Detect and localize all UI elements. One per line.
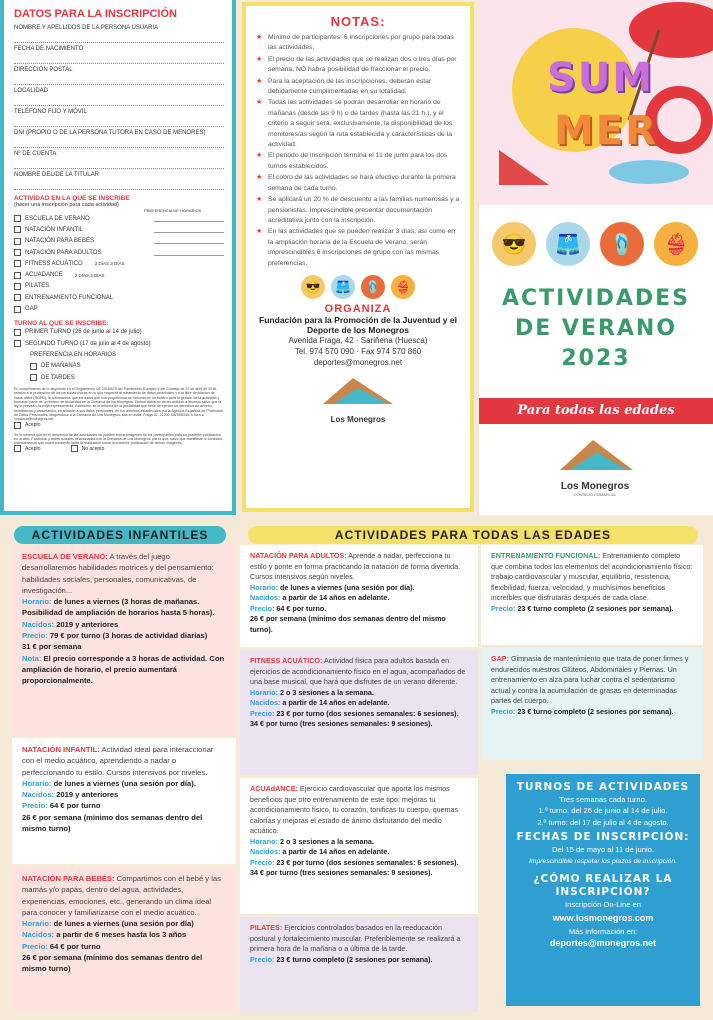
note-item: ★ En las actividades que se pueden realizar 3 días, así como en la ampliación horaria de la Escuela de Verano, serán imprescindibles 6 inscripciones de grupo con las mismas preferencias.	[256, 227, 460, 269]
note-item: ★ El cobro de las actividades se hará efectivo durante la primera semana de cada turno.	[256, 173, 460, 194]
form-field[interactable]: NOMBRE Y APELLIDOS DE LA PERSONA USUARIA	[14, 22, 224, 43]
flipflops-icon: 🩴	[361, 275, 385, 299]
pref-tardes[interactable]: DE TARDES	[30, 372, 224, 383]
note-item: ★ Para la aceptación de las inscripciones, deberán estar debidamente cumplimentadas en su totalidad.	[256, 77, 460, 98]
note-item: ★ Se aplicará un 20 % de descuento a las familias numerosas y a pensionistas. Imprescindible presentar documentación acreditativa junto con la inscripción.	[256, 195, 460, 226]
cover-title: ACTIVIDADES DE VERANO 2023	[502, 286, 690, 371]
email-link[interactable]: deportes@monegros.net	[549, 937, 657, 948]
flipflops-icon: 🩴	[600, 222, 644, 266]
escuela-verano-block: ESCUELA DE VERANO: A través del juego desarrollaremos habilidades motrices y del pensamiento: habilidades sociales, personales, comunicativas, de investigación... Horario: de lunes a viernes (3 horas de mañanas. Posibilidad de ampliación de horarios hasta 5 horas). Nacidos: 2019 y anteriores Precio: 79 € por turno (3 horas de actividad diarias) 31 € por semana Nota: El precio corresponde a 3 horas de actividad. Con ampliación de horario, el precio aumentará proporcionalmente.	[12, 545, 236, 735]
organiza-label: ORGANIZA	[324, 302, 392, 315]
note-item: ★ El precio de las actividades que se realizan dos o tres días por semana, NO habrá posibilidad de fraccionar el precio.	[256, 55, 460, 76]
note-item: ★ El periodo de inscripción termina el 11 de junio para los dos turnos establecidos.	[256, 151, 460, 172]
image-consent-text: Se le informa que en el desarrollo de las actividades se pueden tomar imágenes de los participantes para su posterior publicación en la web, Facebook y redes sociales relacionadas con la Comarca de Los Monegros, por lo que, salvo que manifieste lo contrario, entenderemos que usted consiente tanto la realización como la posterior publicación de dichas imágenes.	[14, 432, 223, 446]
cover-banner: Para todas las edades	[479, 398, 713, 424]
pref-title: PREFERENCIA EN HORARIOS	[30, 351, 117, 358]
sunglasses-icon: 😎	[301, 275, 325, 299]
kids-header: ACTIVIDADES INFANTILES	[14, 526, 226, 544]
website-link[interactable]: www.losmonegros.com	[552, 912, 654, 923]
activity-section-sub: (hacer una inscripción para cada actividad)	[14, 202, 119, 208]
accept-1[interactable]: Acepto	[14, 422, 224, 429]
note-item: ★ Todas las actividades se podrán desarrollar en horario de mañanas (desde las 9 h) o de tardes (hasta las 21 h.), y el criterio a seguir será, exclusivamente, la disponibilidad de los monitores/as según la ruta establecida y características de la actividad.	[256, 98, 460, 150]
natacion-bebes-block: NATACIÓN PARA BEBÉS: Compartimos con el bebé y las mamás y/o papás, dentro del agua, actividades, experiencias, emociones, etc., generando un clima ideal para conocer y familiarizarse con el medio acuático. Horario: de lunes a viernes (una sesión por día) Nacidos: a partir de 6 meses hasta los 3 años Precio: 64 € por turno 26 € por semana (mínimo dos semanas dentro del mismo turno)	[12, 867, 236, 1012]
form-field[interactable]: Nº DE CUENTA	[14, 148, 224, 169]
consent-options	[14, 445, 224, 452]
bikini-icon: 👙	[654, 222, 698, 266]
turnos-line-3: 2.º turno: del 17 de julio al 4 de agosto.	[537, 817, 669, 827]
registration-form	[0, 0, 236, 515]
como-title: ¿CÓMO REALIZAR LA INSCRIPCIÓN?	[533, 873, 673, 899]
form-field[interactable]: TELÉFONO FIJO Y MÓVIL	[14, 106, 224, 127]
turn-1[interactable]: PRIMER TURNO (26 de junio al 14 de julio)	[14, 327, 224, 338]
pref-mananas[interactable]: DE MAÑANAS	[30, 361, 224, 372]
consent-decline[interactable]: No acepto	[71, 445, 105, 452]
turnos-box	[506, 774, 700, 1006]
summer-illustration	[479, 0, 713, 205]
activity-checkbox[interactable]: NATACIÓN PARA ADULTOS	[14, 247, 224, 258]
activity-icons	[256, 275, 460, 299]
notes-panel	[242, 2, 474, 512]
notes-title: NOTAS:	[330, 14, 386, 29]
pref-label: PREFERENCIA DE HORARIOS	[144, 208, 202, 213]
form-field[interactable]: DIRECCIÓN POSTAL	[14, 64, 224, 85]
consent-accept[interactable]: Acepto	[14, 445, 41, 452]
monegros-logo: Los Monegros	[256, 374, 460, 424]
activity-checkbox[interactable]: ESCUELA DE VERANO	[14, 213, 224, 224]
cover-icons	[492, 222, 698, 266]
cover-logo: Los Monegros CONSEJO COMARCAL	[555, 436, 635, 497]
activity-checkbox[interactable]: ACUADANCE 2 DÍAS 3 DÍAS	[14, 269, 224, 280]
turn-title: TURNO AL QUE SE INSCRIBE:	[14, 319, 109, 327]
turnos-line-2: 1.º turno: del 26 de junio al 14 de julio.	[538, 806, 668, 816]
form-field[interactable]: LOCALIDAD	[14, 85, 224, 106]
form-field[interactable]: FECHA DE NACIMIENTO	[14, 43, 224, 64]
natacion-infantil-block: NATACIÓN INFANTIL: Actividad ideal para interaccionar con el medio acuático, aprendiendo a nadar o perfeccionando tu estilo. Cursos intensivos por niveles. Horario: de lunes a viernes (una sesión por día). Nacidos: 2019 y anteriores Precio: 64 € por turno 26 € por semana (mínimo dos semanas dentro del mismo turno)	[12, 738, 236, 864]
fechas-line: Del 15 de mayo al 11 de junio.	[551, 844, 655, 854]
turnos-line-1: Tres semanas cada turno.	[559, 794, 647, 804]
natacion-adultos-block: NATACIÓN PARA ADULTOS: Aprende a nadar, perfecciona tu estilo y ponte en forma practicando la natación de forma divertida. Cursos intensivos según niveles. Horario: de lunes a viernes (una sesión por día). Nacidos: a partir de 14 años en adelante. Precio: 64 € por turno. 26 € por semana (mínimo dos semanas dentro del mismo turno).	[240, 545, 478, 647]
mer-text: MER	[554, 108, 658, 154]
como-line-1: Inscripción On-Line en	[565, 900, 641, 910]
como-line-2: Más información en:	[568, 927, 638, 937]
sunglasses-icon: 😎	[492, 222, 536, 266]
form-field[interactable]: NOMBRE DEL/DE LA TITULAR	[14, 169, 224, 190]
all-ages-header: ACTIVIDADES PARA TODAS LAS EDADES	[248, 526, 698, 544]
org-address: Avenida Fraga, 42 · Sariñena (Huesca)	[288, 335, 428, 345]
activity-checkbox[interactable]: NATACIÓN INFANTIL	[14, 224, 224, 235]
org-phone: Tel. 974 570 090 · Fax 974 570 860	[294, 346, 422, 356]
fitness-acuatico-block: FITNESS ACUÁTICO: Actividad física para adultos basada en ejercicios de acondicionamiento físico en el agua, acompañados de una base musical, que hará que disfrutes de un verano diferente. Horario: 2 o 3 sesiones a la semana. Nacidos: a partir de 14 años en adelante. Precio: 23 € por turno (dos sesiones semanales: 6 sesiones). 34 € por turno (tres sesiones semanales: 9 sesiones).	[240, 650, 478, 775]
fechas-title: FECHAS DE INSCRIPCIÓN:	[516, 831, 690, 844]
bikini-icon: 👙	[391, 275, 415, 299]
form-field[interactable]: DNI (PROPIO O DE LA PERSONA TUTORA EN CASO DE MENORES)	[14, 127, 224, 148]
acuadance-block: ACUAdANCE: Ejercicio cardiovascular que aporta los mismos beneficios que otro entrenamiento de este tipo: mejoras tu acondicionamiento físico, tu corazón, tonificas tu cuerpo, quemas calorías y mejoras el estado de ánimo disfrutando del medio acuático. Horario: 2 o 3 sesiones a la semana. Nacidos: a partir de 14 años en adelante. Precio: 23 € por turno (dos sesiones semanales: 6 sesiones). 34 € por turno (tres sesiones semanales: 9 sesiones).	[240, 778, 478, 914]
org-email[interactable]: deportes@monegros.net	[313, 357, 403, 367]
activity-checkbox[interactable]: ENTRENAMIENTO FUNCIONAL	[14, 292, 224, 303]
org-name: Fundación para la Promoción de la Juventud y el Deporte de los Monegros	[259, 314, 457, 335]
activity-section-title: ACTIVIDAD EN LA QUE SE INSCRIBE	[14, 195, 130, 202]
note-item: ★ Mínimo de participantes: 6 inscripciones por grupo para todas las actividades.	[256, 33, 460, 54]
sum-text: SUM	[547, 55, 655, 101]
swimsuit-icon: 🩳	[331, 275, 355, 299]
pilates-block: PILATES: Ejercicios controlados basados en la reeducación postural y fortalecimiento muscular. Preferiblemente se realizará a primera hora de la mañana o a última de la tarde. Precio: 23 € turno completo (2 sesiones por semana).	[240, 917, 478, 1012]
fechas-note: Imprescindible respetar los plazos de inscripción.	[528, 857, 678, 865]
turn-2[interactable]: SEGUNDO TURNO (17 de julio al 4 de agosto)	[14, 338, 224, 349]
activity-checkbox[interactable]: GAP	[14, 303, 224, 314]
swimsuit-icon: 🩳	[546, 222, 590, 266]
activity-checkbox[interactable]: NATACIÓN PARA BEBÉS	[14, 236, 224, 247]
privacy-text: En cumplimiento de lo dispuesto en el Reglamento UE 2016/679 del Parlamento Europeo y del Consejo de 27 de abril de 2016, relativo a la protección de las personas físicas en lo que respecta al tratamiento de datos personales y a la libre circulación de estos datos (RGPD), le informamos que los datos que nos proporciona se incluirán en un fichero para la gestión de la actividad y formarán parte de un fichero de titularidad de la Comarca de los Monegros. Dichos datos no serán cedidos a terceros salvo que la ley lo prevea o lo exija expresamente. Asimismo, se le informa de la posibilidad que tiene de ejercer los derechos de acceso, rectificación y cancelación, en relación a sus datos personales, en los términos establecidos por la Agencia Española de Protección de Datos Personales, dirigiéndose a la Comarca de Los Monegros, sita en avda. Fraga 42, 22200 SARIÑENA, o bien a comarca@monegros.net	[14, 387, 224, 422]
entrenamiento-block: ENTRENAMIENTO FUNCIONAL: Entrenamiento completo que combina todos los elementos del acondicionamiento físico: trabajo cardiovascular y muscular, equilibrio, resistencia, flexibilidad, fuerza, velocidad, y muchísimos beneficios increíbles que disfrutarás después de cada clase. Precio: 23 € turno completo (2 sesiones por semana).	[481, 545, 703, 645]
turnos-title: TURNOS DE ACTIVIDADES	[516, 781, 690, 793]
activity-checkbox[interactable]: FITNESS ACUÁTICO 2 DÍAS 3 DÍAS	[14, 258, 224, 269]
form-title: DATOS PARA LA INSCRIPCIÓN	[14, 8, 177, 20]
gap-block: GAP: Gimnasia de mantenimiento que trata de poner firmes y endurecidos nuestros Glúteos, Abdominales y Piernas. Un entrenamiento en alza para luchar contra el sedentarismo actual y contra la acumulación de grasas en determinadas partes del cuerpo. Precio: 23 € turno completo (2 sesiones por semana).	[481, 648, 703, 760]
activity-checkbox[interactable]: PILATES	[14, 281, 224, 292]
